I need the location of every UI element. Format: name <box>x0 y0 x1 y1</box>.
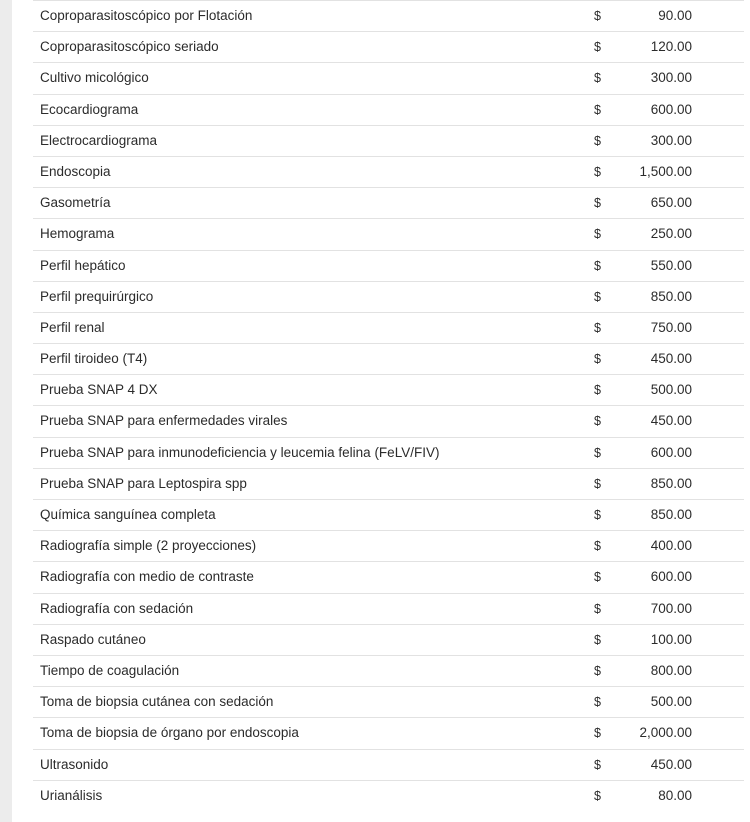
service-price: 750.00 <box>650 319 692 335</box>
service-price: 80.00 <box>658 787 692 803</box>
service-price: 700.00 <box>650 600 692 616</box>
currency-symbol: $ <box>594 601 601 616</box>
currency-symbol: $ <box>594 757 601 772</box>
service-price: 500.00 <box>650 694 692 710</box>
service-name: Coproparasitoscópico seriado <box>40 39 219 55</box>
currency-symbol: $ <box>594 632 601 647</box>
table-row <box>33 95 744 126</box>
service-price: 500.00 <box>650 382 692 398</box>
table-row <box>33 781 744 811</box>
service-name: Urianálisis <box>40 787 103 803</box>
currency-symbol: $ <box>594 539 601 554</box>
service-name: Prueba SNAP 4 DX <box>40 382 158 398</box>
table-row <box>33 500 744 531</box>
service-price: 600.00 <box>650 444 692 460</box>
table-row <box>33 157 744 188</box>
currency-symbol: $ <box>594 663 601 678</box>
table-row <box>33 375 744 406</box>
service-price: 550.00 <box>650 257 692 273</box>
currency-symbol: $ <box>594 508 601 522</box>
table-row <box>33 188 744 219</box>
table-row <box>33 63 744 94</box>
service-price: 450.00 <box>650 351 692 367</box>
service-price: 300.00 <box>650 132 692 148</box>
currency-symbol: $ <box>594 133 601 148</box>
table-row <box>33 251 744 282</box>
service-name: Ultrasonido <box>40 756 109 772</box>
service-name: Toma de biopsia cutánea con sedación <box>40 694 274 710</box>
table-row <box>33 750 744 781</box>
currency-symbol: $ <box>594 227 601 242</box>
service-name: Coproparasitoscópico por Flotación <box>40 8 253 23</box>
service-price: 100.00 <box>650 631 692 647</box>
currency-symbol: $ <box>594 726 601 741</box>
service-price: 850.00 <box>650 288 692 304</box>
table-row <box>33 656 744 687</box>
service-price: 90.00 <box>658 8 692 23</box>
service-name: Raspado cutáneo <box>40 631 146 647</box>
service-name: Química sanguínea completa <box>40 507 216 522</box>
service-price: 250.00 <box>650 226 692 242</box>
table-row <box>33 594 744 625</box>
table-row <box>33 0 744 32</box>
currency-symbol: $ <box>594 258 601 273</box>
service-name: Cultivo micológico <box>40 70 149 86</box>
currency-symbol: $ <box>594 102 601 117</box>
service-name: Radiografía con medio de contraste <box>40 569 254 585</box>
price-table <box>33 0 744 811</box>
service-price: 120.00 <box>650 39 692 55</box>
content-panel <box>12 0 750 822</box>
currency-symbol: $ <box>594 695 601 710</box>
service-price: 650.00 <box>650 195 692 211</box>
service-name: Electrocardiograma <box>40 132 158 148</box>
service-name: Ecocardiograma <box>40 101 139 117</box>
service-price: 2,000.00 <box>639 725 692 741</box>
service-price: 1,500.00 <box>639 163 692 179</box>
table-row <box>33 219 744 250</box>
service-name: Perfil prequirúrgico <box>40 288 154 304</box>
service-name: Radiografía simple (2 proyecciones) <box>40 538 257 554</box>
service-price: 300.00 <box>650 70 692 86</box>
service-price: 600.00 <box>650 101 692 117</box>
service-name: Gasometría <box>40 195 111 211</box>
currency-symbol: $ <box>594 476 601 491</box>
service-name: Perfil hepático <box>40 257 126 273</box>
service-price: 450.00 <box>650 756 692 772</box>
service-name: Tiempo de coagulación <box>40 662 180 678</box>
table-row <box>33 438 744 469</box>
currency-symbol: $ <box>594 445 601 460</box>
table-row <box>33 469 744 500</box>
table-row <box>33 406 744 437</box>
currency-symbol: $ <box>594 71 601 86</box>
service-name: Prueba SNAP para Leptospira spp <box>40 475 247 491</box>
currency-symbol: $ <box>594 570 601 585</box>
service-price: 800.00 <box>650 662 692 678</box>
service-price: 600.00 <box>650 569 692 585</box>
service-name: Endoscopia <box>40 163 111 179</box>
service-name: Prueba SNAP para enfermedades virales <box>40 413 288 429</box>
currency-symbol: $ <box>594 788 601 803</box>
currency-symbol: $ <box>594 164 601 179</box>
table-row <box>33 687 744 718</box>
service-name: Radiografía con sedación <box>40 600 194 616</box>
currency-symbol: $ <box>594 320 601 335</box>
service-price: 400.00 <box>650 538 692 554</box>
service-name: Perfil tiroideo (T4) <box>40 351 148 367</box>
service-price: 850.00 <box>650 475 692 491</box>
service-name: Prueba SNAP para inmunodeficiencia y leucemia felina (FeLV/FIV) <box>40 444 440 460</box>
table-row <box>33 562 744 593</box>
table-row <box>33 126 744 157</box>
currency-symbol: $ <box>594 9 601 23</box>
table-row <box>33 282 744 313</box>
table-row <box>33 32 744 63</box>
currency-symbol: $ <box>594 289 601 304</box>
table-row <box>33 531 744 562</box>
service-name: Toma de biopsia de órgano por endoscopia <box>40 725 299 741</box>
service-name: Hemograma <box>40 226 115 242</box>
table-row <box>33 344 744 375</box>
currency-symbol: $ <box>594 352 601 367</box>
table-row <box>33 313 744 344</box>
service-price: 450.00 <box>650 413 692 429</box>
service-name: Perfil renal <box>40 319 105 335</box>
currency-symbol: $ <box>594 383 601 398</box>
currency-symbol: $ <box>594 414 601 429</box>
table-row <box>33 718 744 749</box>
table-row <box>33 625 744 656</box>
currency-symbol: $ <box>594 40 601 55</box>
service-price: 850.00 <box>650 507 692 522</box>
currency-symbol: $ <box>594 196 601 211</box>
